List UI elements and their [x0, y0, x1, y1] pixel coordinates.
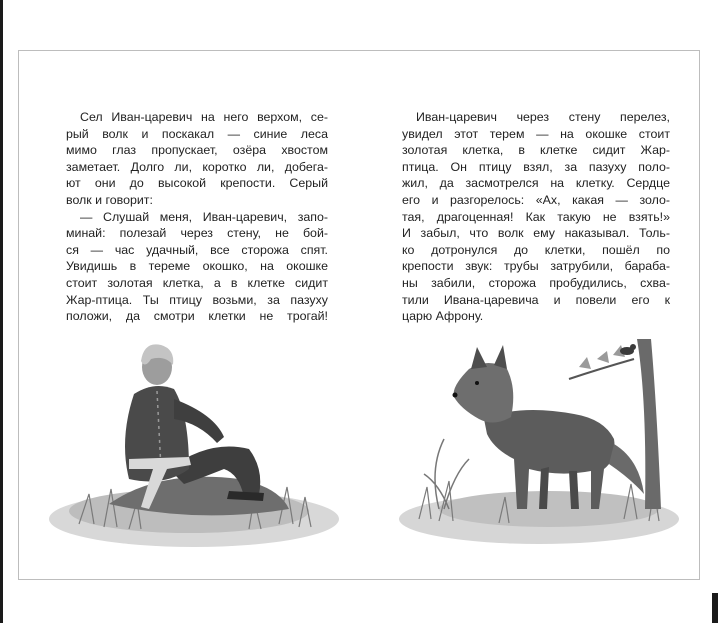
book-spread — [18, 50, 700, 580]
text-line: ся — час удачный, все сторожа спят. — [66, 242, 328, 257]
text-line: — Слушай меня, Иван-царевич, запо- — [80, 209, 328, 224]
left-page — [19, 51, 359, 579]
text-line: заметает. Долго ли, коротко ли, добега- — [66, 159, 328, 174]
text-line: царю Афрону. — [402, 309, 484, 324]
text-line: жил, да засмотрелся на клетку. Сердце — [402, 176, 670, 191]
wolf-head — [454, 363, 514, 423]
wolf-tail — [609, 444, 644, 494]
text-line: увидел этот терем — на окошке стоит — [402, 126, 670, 141]
ivan-tsarevich-illustration — [49, 319, 339, 534]
corner-bar — [712, 593, 718, 623]
text-line: ны забили, сторожа пробудились, схва- — [402, 275, 670, 290]
text-line: ют они до высокой крепости. Серый — [66, 176, 328, 191]
wolf-eye — [475, 381, 479, 385]
wolf-nose — [453, 393, 458, 398]
left-page-text — [66, 109, 328, 325]
right-page-text — [402, 109, 670, 325]
text-line: его и разгорелось: «Ах, какая — золо- — [402, 192, 670, 207]
text-line: Жар-птица. Ты птицу возьми, за пазуху — [66, 292, 328, 307]
text-line: стоит золотая клетка, а в клетке сидит — [66, 275, 328, 290]
text-line: крепости звук: трубы затрубили, бараба- — [402, 259, 670, 274]
branch-leaves — [579, 345, 625, 369]
bird-head — [630, 344, 636, 350]
text-line: И забыл, что волк ему наказывал. Толь- — [402, 226, 670, 241]
text-line: положи, да смотри клетки не трогай! — [66, 309, 328, 324]
text-line: ко дотронулся до клетки, пошёл по — [402, 242, 670, 257]
grey-wolf-illustration — [399, 309, 684, 534]
text-line: минай: полезай через стену, не бой- — [66, 226, 328, 241]
text-line: птица. Он птицу взял, за пазуху поло- — [402, 159, 670, 174]
left-edge-bar — [0, 0, 3, 623]
text-line: Иван-царевич через стену перелез, — [416, 110, 670, 124]
text-line: тая, драгоценная! Как такую не взять!» — [402, 209, 670, 224]
text-line: рый волк и поскакал — синие леса — [66, 126, 328, 141]
text-line: волк и говорит: — [66, 192, 153, 207]
text-line: Сел Иван-царевич на него верхом, се- — [80, 110, 328, 124]
tree-branch — [569, 359, 634, 379]
text-line: мимо глаз пропускает, озёра хвостом — [66, 143, 328, 158]
text-line: Увидишь в тереме окошко, на окошке — [66, 259, 328, 274]
right-page — [359, 51, 699, 579]
text-line: тили Ивана-царевича и повели его к — [402, 292, 670, 307]
text-line: золотая клетка, в клетке сидит Жар- — [402, 143, 670, 158]
